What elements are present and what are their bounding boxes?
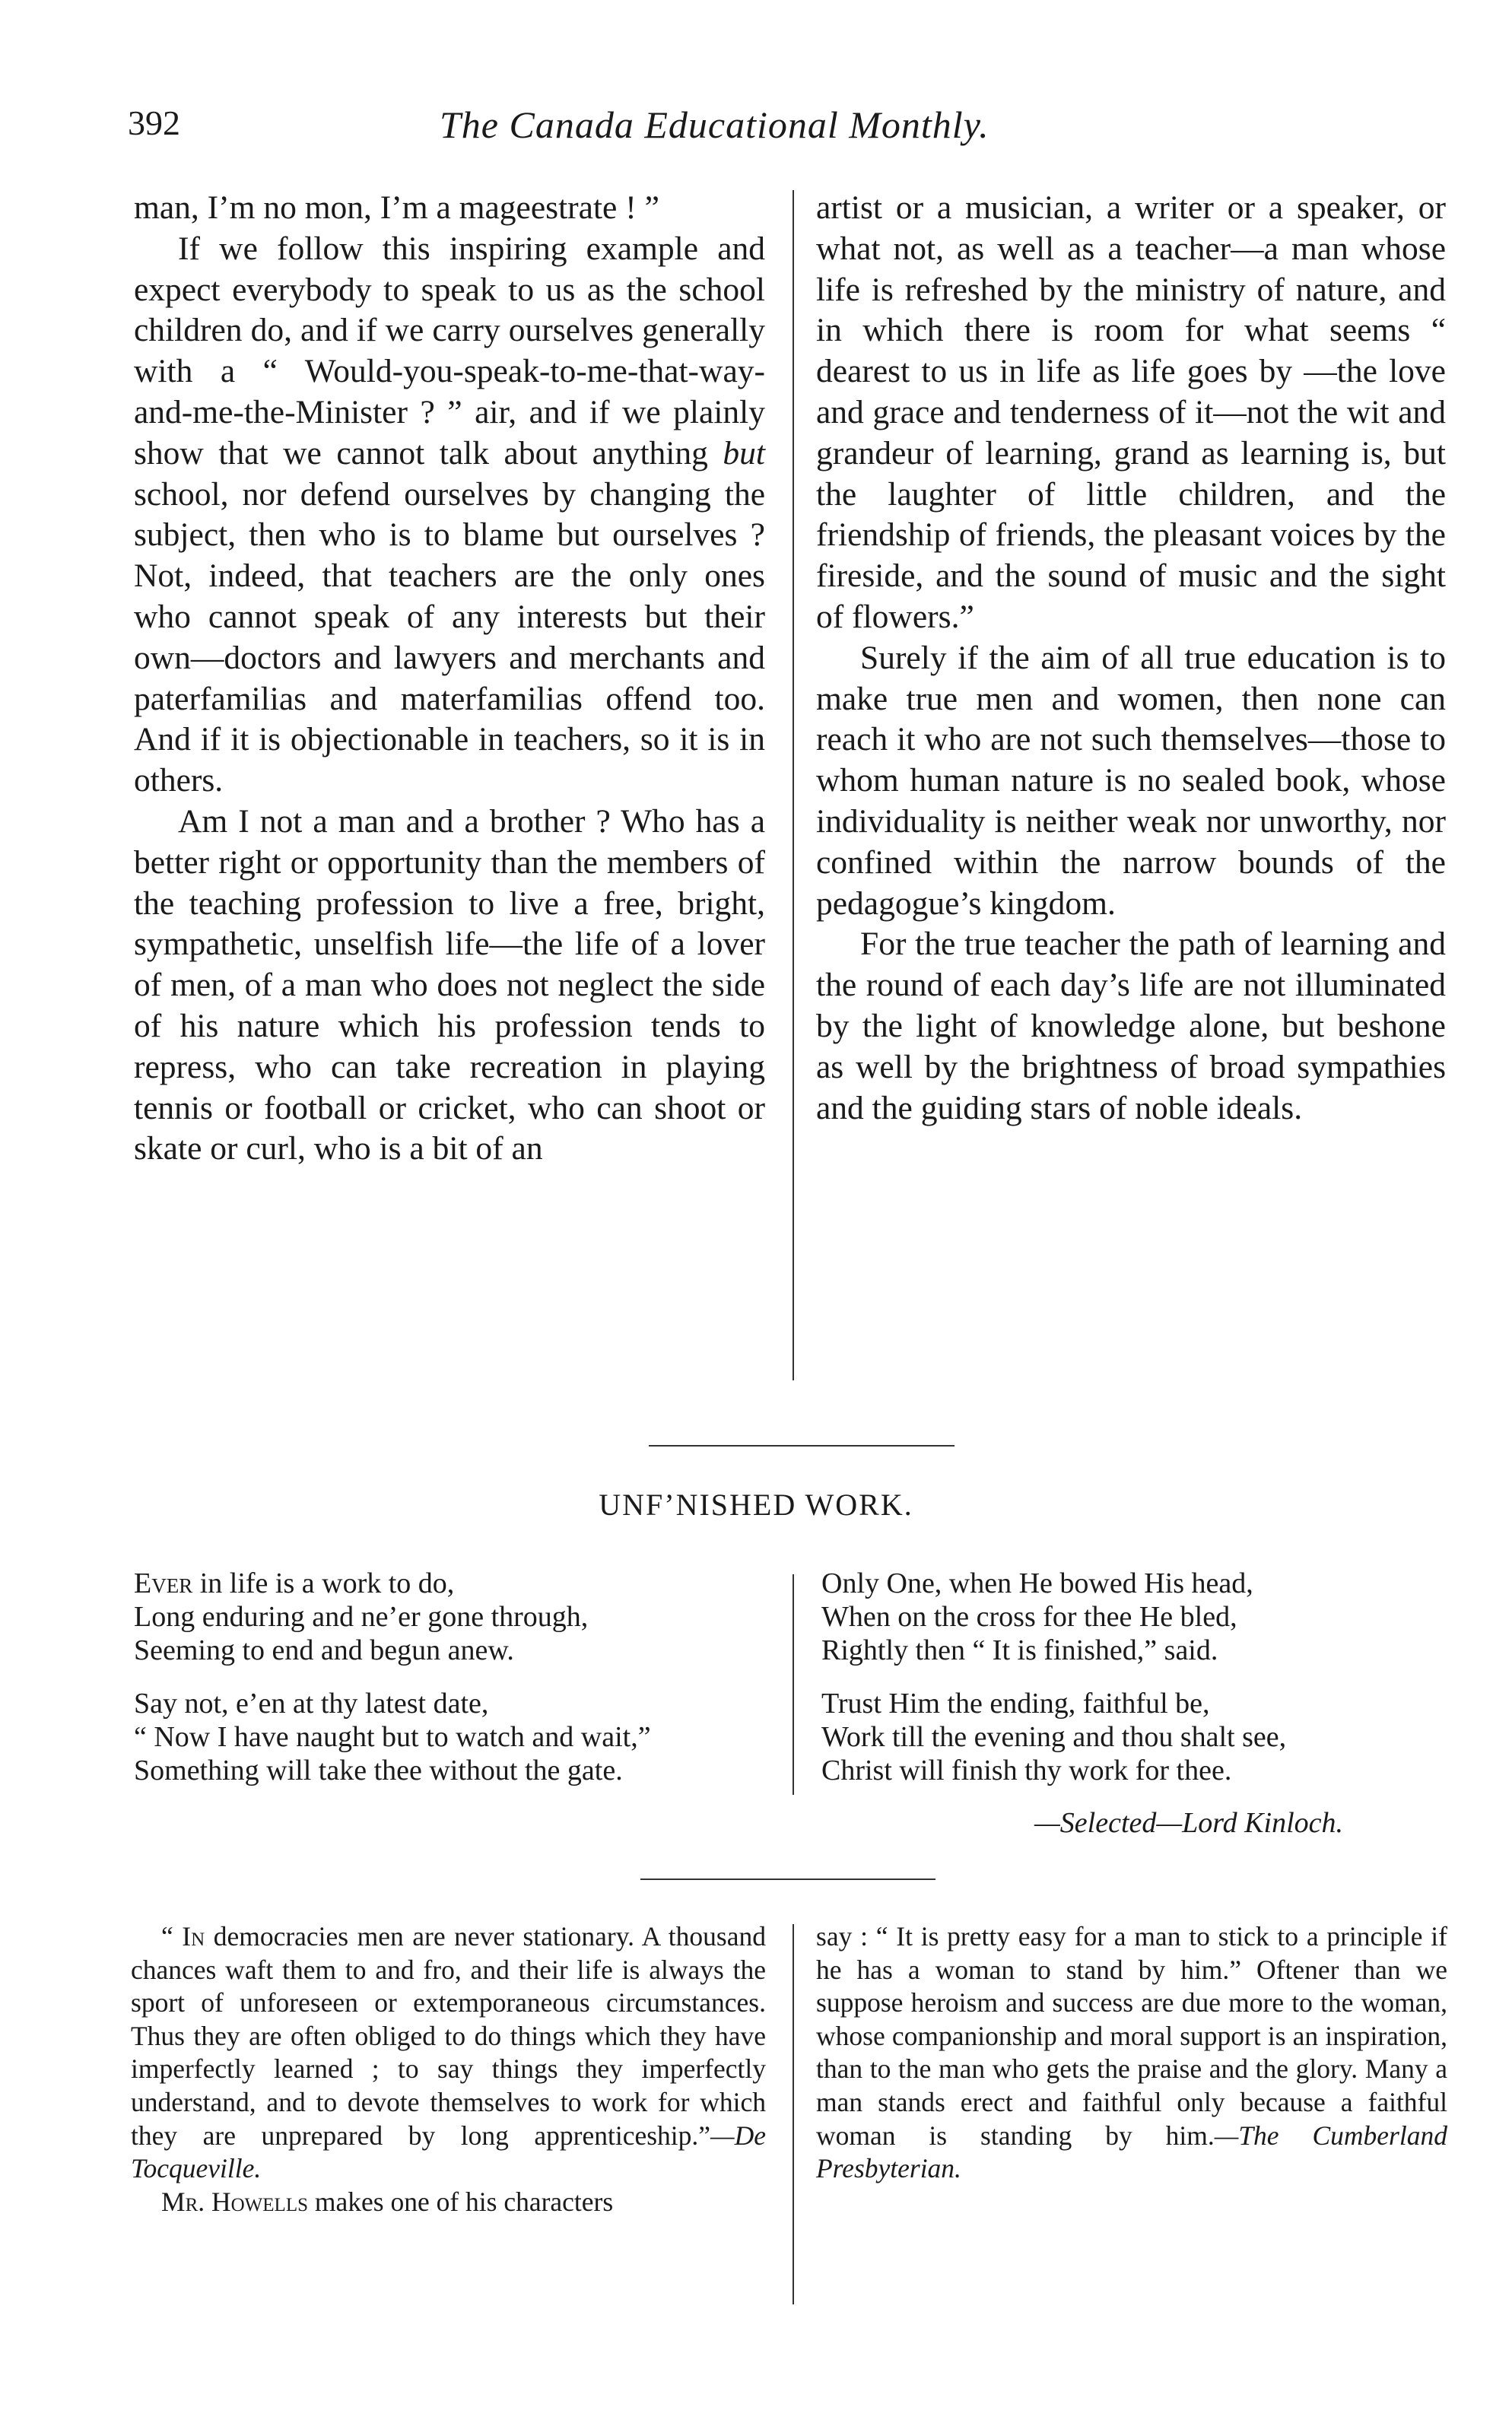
article-column-left: [134, 188, 765, 1170]
paragraph: [131, 1920, 766, 2186]
page-number: 392: [128, 103, 180, 142]
paragraph: [134, 229, 765, 802]
poem-line: “ Now I have naught but to watch and wait,”: [134, 1721, 651, 1753]
poem-line: [134, 1567, 651, 1600]
poem-line: Seeming to end and begun anew.: [134, 1634, 514, 1666]
page-header: [128, 103, 1147, 164]
poem-line: Something will take thee without the gate.: [134, 1755, 623, 1786]
poem-column-right: [821, 1567, 1286, 1807]
article-column-right: [816, 188, 1446, 1129]
section-divider: [649, 1445, 955, 1447]
poem-line: Say not, e’en at thy latest date,: [134, 1688, 489, 1720]
poem-initial-word: Ever: [134, 1567, 193, 1599]
poem-line: Christ will finish thy work for thee.: [821, 1755, 1232, 1786]
paragraph: [816, 1920, 1447, 2186]
column-divider: [793, 1574, 794, 1795]
paragraph: [131, 2186, 766, 2219]
poem-line: Only One, when He bowed His head,: [821, 1567, 1253, 1599]
paragraph-text: makes one of his characters: [308, 2186, 614, 2217]
running-title: The Canada Educational Monthly.: [440, 103, 989, 146]
citation: —The Cumberland Presbyterian.: [816, 2120, 1447, 2184]
quote-column-left: [131, 1920, 766, 2218]
quote-column-right: [816, 1920, 1447, 2186]
poem-column-left: [134, 1567, 651, 1807]
paragraph: Am I not a man and a brother ? Who has a better right or opportunity than the members of the teaching profession to live a free, bright, sympathetic, unselfish life—the life of a lover of men, of a man who does not neglect the side of his nature which his profession tends to repress, who can take recreation in playing tennis or football or cricket, who can shoot or skate or curl, who is a bit of an: [134, 802, 765, 1167]
initial-caps: In: [182, 1921, 205, 1952]
poem-line: Rightly then “ It is finished,” said.: [821, 1634, 1218, 1666]
citation: —De Tocqueville.: [131, 2120, 766, 2184]
section-divider: [640, 1879, 935, 1880]
poem-line-text: in life is a work to do,: [192, 1567, 455, 1599]
poem-stanza: [134, 1687, 651, 1787]
paragraph: artist or a musician, a writer or a speaker, or what not, as well as a teacher—a man whose life is refreshed by the ministry of nature, and in which there is room for what seems “ dearest to us in life as life goes by —the love and grace and tenderness of it—not the wit and grandeur of learning, grand as learning is, but the laughter of little children, and the friendship of friends, the pleasant voices by the fireside, and the sound of music and the sight of flowers.”: [816, 189, 1446, 635]
poem-line: Long enduring and ne’er gone through,: [134, 1601, 589, 1633]
quote-open: “: [161, 1921, 183, 1952]
paragraph-text: say : “ It is pretty easy for a man to stick to a principle if he has a woman to stand by him.” Oftener than we suppose heroism and success are due more to the woman, whose companionship and moral support is an inspiration, than to the man who gets the praise and the glory. Many a man stands erect and faithful only because a faithful woman is standing by him.: [816, 1921, 1447, 2151]
poem-attribution: —Selected—Lord Kinloch.: [1034, 1807, 1343, 1839]
poem-stanza: [821, 1567, 1286, 1667]
paragraph-text: school, nor defend ourselves by changing the subject, then who is to blame but ourselves ? Not, indeed, that teachers are the only ones who cannot speak of any interests but their own—doctors and lawyers and merchants and paterfamilias and materfamilias offend too. And if it is objectionable in teachers, so it is in others.: [134, 475, 765, 799]
initial-caps: Mr. Howells: [161, 2186, 308, 2217]
poem-line: Work till the evening and thou shalt see,: [821, 1721, 1287, 1753]
poem-line: Trust Him the ending, faithful be,: [821, 1688, 1210, 1720]
paragraph: Surely if the aim of all true education is to make true men and women, then none can reach it who are not such themselves—those to whom human nature is no sealed book, whose individuality is neither weak nor unworthy, nor confined within the narrow bounds of the pedagogue’s kingdom.: [816, 639, 1446, 922]
poem-stanza: [134, 1567, 651, 1667]
poem-line: When on the cross for thee He bled,: [821, 1601, 1237, 1633]
column-divider: [793, 190, 794, 1380]
poem-stanza: [821, 1687, 1286, 1787]
paragraph: For the true teacher the path of learning and the round of each day’s life are not illuminated by the light of knowledge alone, but beshone as well by the brightness of broad sympathies and the guiding stars of noble ideals.: [816, 926, 1446, 1126]
poem-title: UNF’NISHED WORK.: [599, 1488, 913, 1522]
column-divider: [793, 1924, 794, 2304]
paragraph-text: democracies men are never stationary. A thousand chances waft them to and fro, and their life is always the sport of unforeseen or extemporaneous circumstances. Thus they are often obliged to do things which they have imperfectly learned ; to say things they imperfectly understand, and to devote themselves to work for which they are unprepared by long apprenticeship.”: [131, 1921, 766, 2151]
paragraph: man, I’m no mon, I’m a mageestrate ! ”: [134, 189, 659, 226]
paragraph-text: If we follow this inspiring example and expect everybody to speak to us as the school children do, and if we carry ourselves generally with a “ Would-you-speak-to-me-that-way-and-me-the-Minister ? ” air, and if we plainly show that we cannot talk about anything: [134, 230, 765, 472]
emphasis-text: but: [723, 434, 765, 472]
